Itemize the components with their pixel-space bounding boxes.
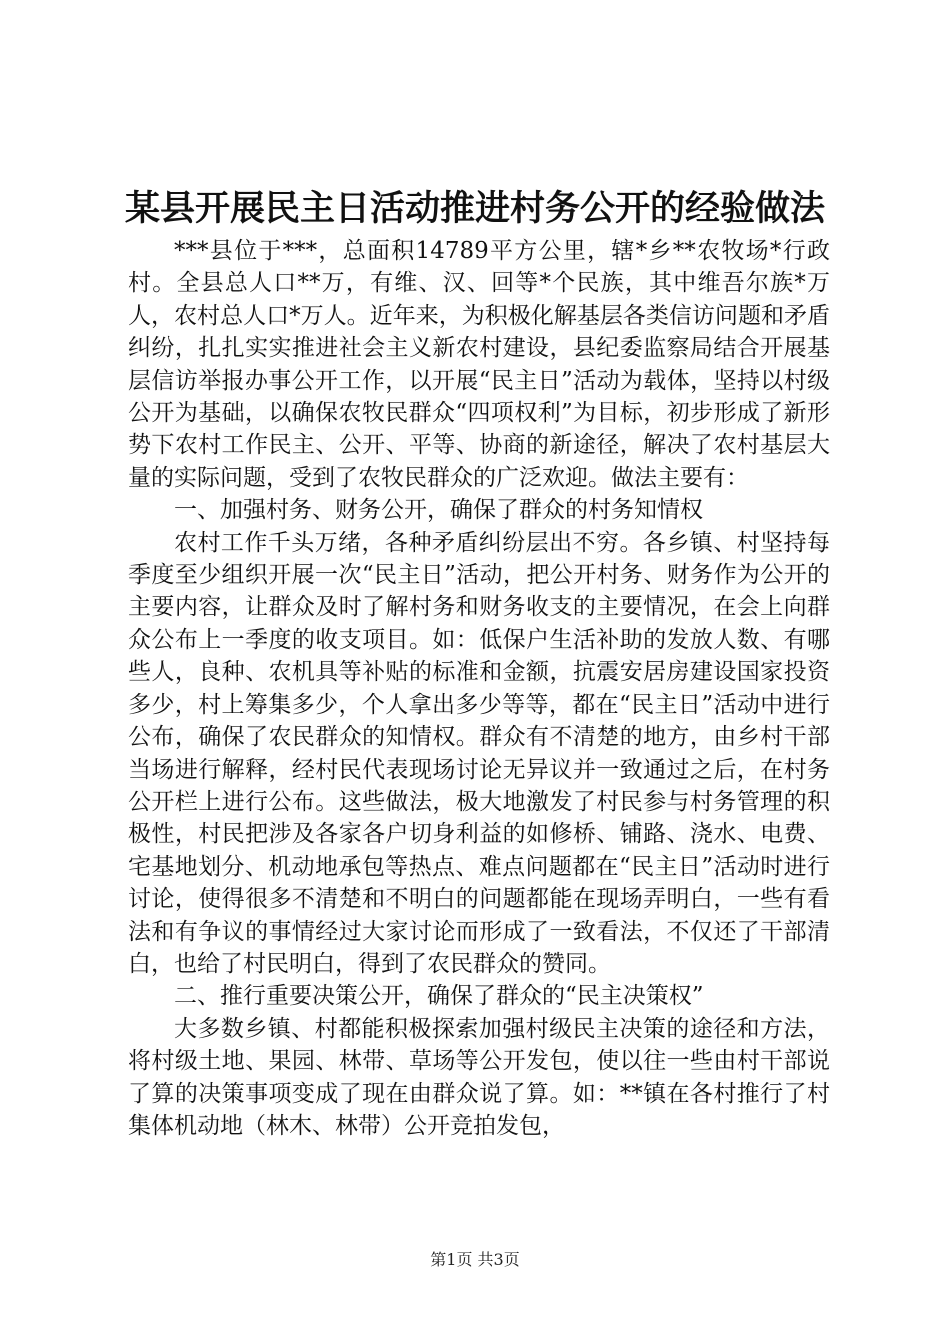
intro-paragraph: ***县位于***，总面积14789平方公里，辖*乡**农牧场*行政村。全县总人口**万，有维、汉、回等*个民族，其中维吾尔族*万人，农村总人口*万人。近年来，为积极化解基层各类信访问题和矛盾纠纷，扎扎实实推进社会主义新农村建设，县纪委监察局结合开展基层信访举报办事公开工作，以开展“民主日”活动为载体，坚持以村级公开为基础，以确保农牧民群众“四项权利”为目标，初步形成了新形势下农村工作民主、公开、平等、协商的新途径，解决了农村基层大量的实际问题，受到了农牧民群众的广泛欢迎。做法主要有： xyxy=(128,238,830,491)
section-1-paragraph: 农村工作千头万绪，各种矛盾纠纷层出不穷。各乡镇、村坚持每季度至少组织开展一次“民主日”活动，把公开村务、财务作为公开的主要内容，让群众及时了解村务和财务收支的主要情况，在会上向群众公布上一季度的收支项目。如：低保户生活补助的发放人数、有哪些人，良种、农机具等补贴的标准和金额，抗震安居房建设国家投资多少，村上筹集多少，个人拿出多少等等，都在“民主日”活动中进行公布，确保了农民群众的知情权。群众有不清楚的地方，由乡村干部当场进行解释，经村民代表现场讨论无异议并一致通过之后，在村务公开栏上进行公布。这些做法，极大地激发了村民参与村务管理的积极性，村民把涉及各家各户切身利益的如修桥、铺路、浇水、电费、宅基地划分、机动地承包等热点、难点问题都在“民主日”活动时进行讨论，使得很多不清楚和不明白的问题都能在现场弄明白，一些有看法和有争议的事情经过大家讨论而形成了一致看法，不仅还了干部清白，也给了村民明白，得到了农民群众的赞同。 xyxy=(128,529,830,977)
page-footer: 第1页 共3页 xyxy=(430,1250,520,1269)
section-heading-1: 一、加强村务、财务公开，确保了群众的村务知情权 xyxy=(174,497,703,524)
document-title: 某县开展民主日活动推进村务公开的经验做法 xyxy=(124,188,825,229)
section-2-paragraph: 大多数乡镇、村都能积极探索加强村级民主决策的途径和方法，将村级土地、果园、林带、草场等公开发包，使以往一些由村干部说了算的决策事项变成了现在由群众说了算。如：**镇在各村推行了村集体机动地（林木、林带）公开竞拍发包， xyxy=(128,1015,830,1139)
document-body xyxy=(128,235,830,1142)
section-heading-2: 二、推行重要决策公开，确保了群众的“民主决策权” xyxy=(174,983,704,1010)
